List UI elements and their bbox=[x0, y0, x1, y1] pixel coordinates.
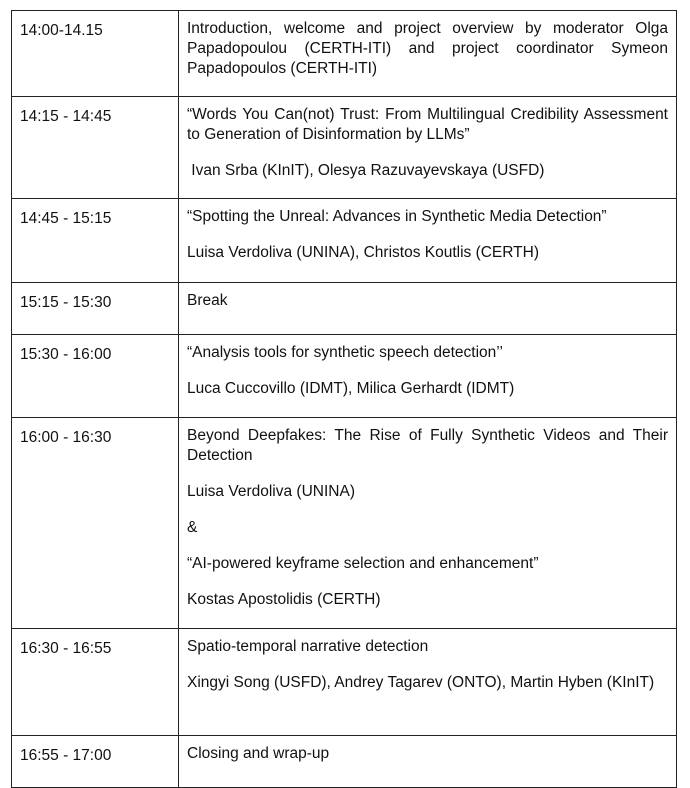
session-cell bbox=[179, 629, 677, 736]
session-title: Introduction, welcome and project overview by moderator Olga Papadopoulou (CERTH-ITI) and project coordinator Symeon Papadopoulos (CERTH-ITI) bbox=[187, 20, 668, 77]
table-row bbox=[12, 335, 677, 418]
session-title: Closing and wrap-up bbox=[187, 745, 330, 762]
session-separator: & bbox=[187, 519, 198, 536]
time-cell: 15:30 - 16:00 bbox=[12, 335, 179, 418]
time-cell: 15:15 - 15:30 bbox=[12, 283, 179, 335]
session-cell bbox=[179, 97, 677, 199]
session-cell bbox=[179, 335, 677, 418]
session-cell bbox=[179, 199, 677, 283]
table-row bbox=[12, 97, 677, 199]
table-row bbox=[12, 11, 677, 97]
agenda-table bbox=[11, 10, 677, 788]
session-title: “Analysis tools for synthetic speech detection’’ bbox=[187, 344, 503, 361]
session-cell bbox=[179, 283, 677, 335]
session-title: Spatio-temporal narrative detection bbox=[187, 638, 429, 655]
session-speakers: Luca Cuccovillo (IDMT), Milica Gerhardt (IDMT) bbox=[187, 380, 515, 397]
session-title: Beyond Deepfakes: The Rise of Fully Synthetic Videos and Their Detection bbox=[187, 427, 668, 464]
table-row bbox=[12, 629, 677, 736]
session-speakers: Luisa Verdoliva (UNINA), Christos Koutlis (CERTH) bbox=[187, 244, 540, 261]
time-cell: 14:45 - 15:15 bbox=[12, 199, 179, 283]
session-speakers: Luisa Verdoliva (UNINA) bbox=[187, 483, 355, 500]
time-cell: 14:00-14.15 bbox=[12, 11, 179, 97]
table-row bbox=[12, 283, 677, 335]
session-speakers: Kostas Apostolidis (CERTH) bbox=[187, 591, 381, 608]
session-cell bbox=[179, 418, 677, 629]
session-title: Break bbox=[187, 292, 228, 309]
session-speakers: Xingyi Song (USFD), Andrey Tagarev (ONTO), Martin Hyben (KInIT) bbox=[187, 674, 655, 691]
session-title: “Spotting the Unreal: Advances in Synthetic Media Detection” bbox=[187, 208, 607, 225]
table-row bbox=[12, 199, 677, 283]
session-cell bbox=[179, 11, 677, 97]
table-row bbox=[12, 736, 677, 788]
time-cell: 16:00 - 16:30 bbox=[12, 418, 179, 629]
time-cell: 16:30 - 16:55 bbox=[12, 629, 179, 736]
session-speakers: Ivan Srba (KInIT), Olesya Razuvayevskaya (USFD) bbox=[187, 162, 545, 179]
session-title: “AI-powered keyframe selection and enhancement” bbox=[187, 555, 539, 572]
time-cell: 16:55 - 17:00 bbox=[12, 736, 179, 788]
table-row bbox=[12, 418, 677, 629]
session-cell bbox=[179, 736, 677, 788]
time-cell: 14:15 - 14:45 bbox=[12, 97, 179, 199]
session-title: “Words You Can(not) Trust: From Multilingual Credibility Assessment to Generation of Disinformation by LLMs” bbox=[187, 106, 668, 143]
